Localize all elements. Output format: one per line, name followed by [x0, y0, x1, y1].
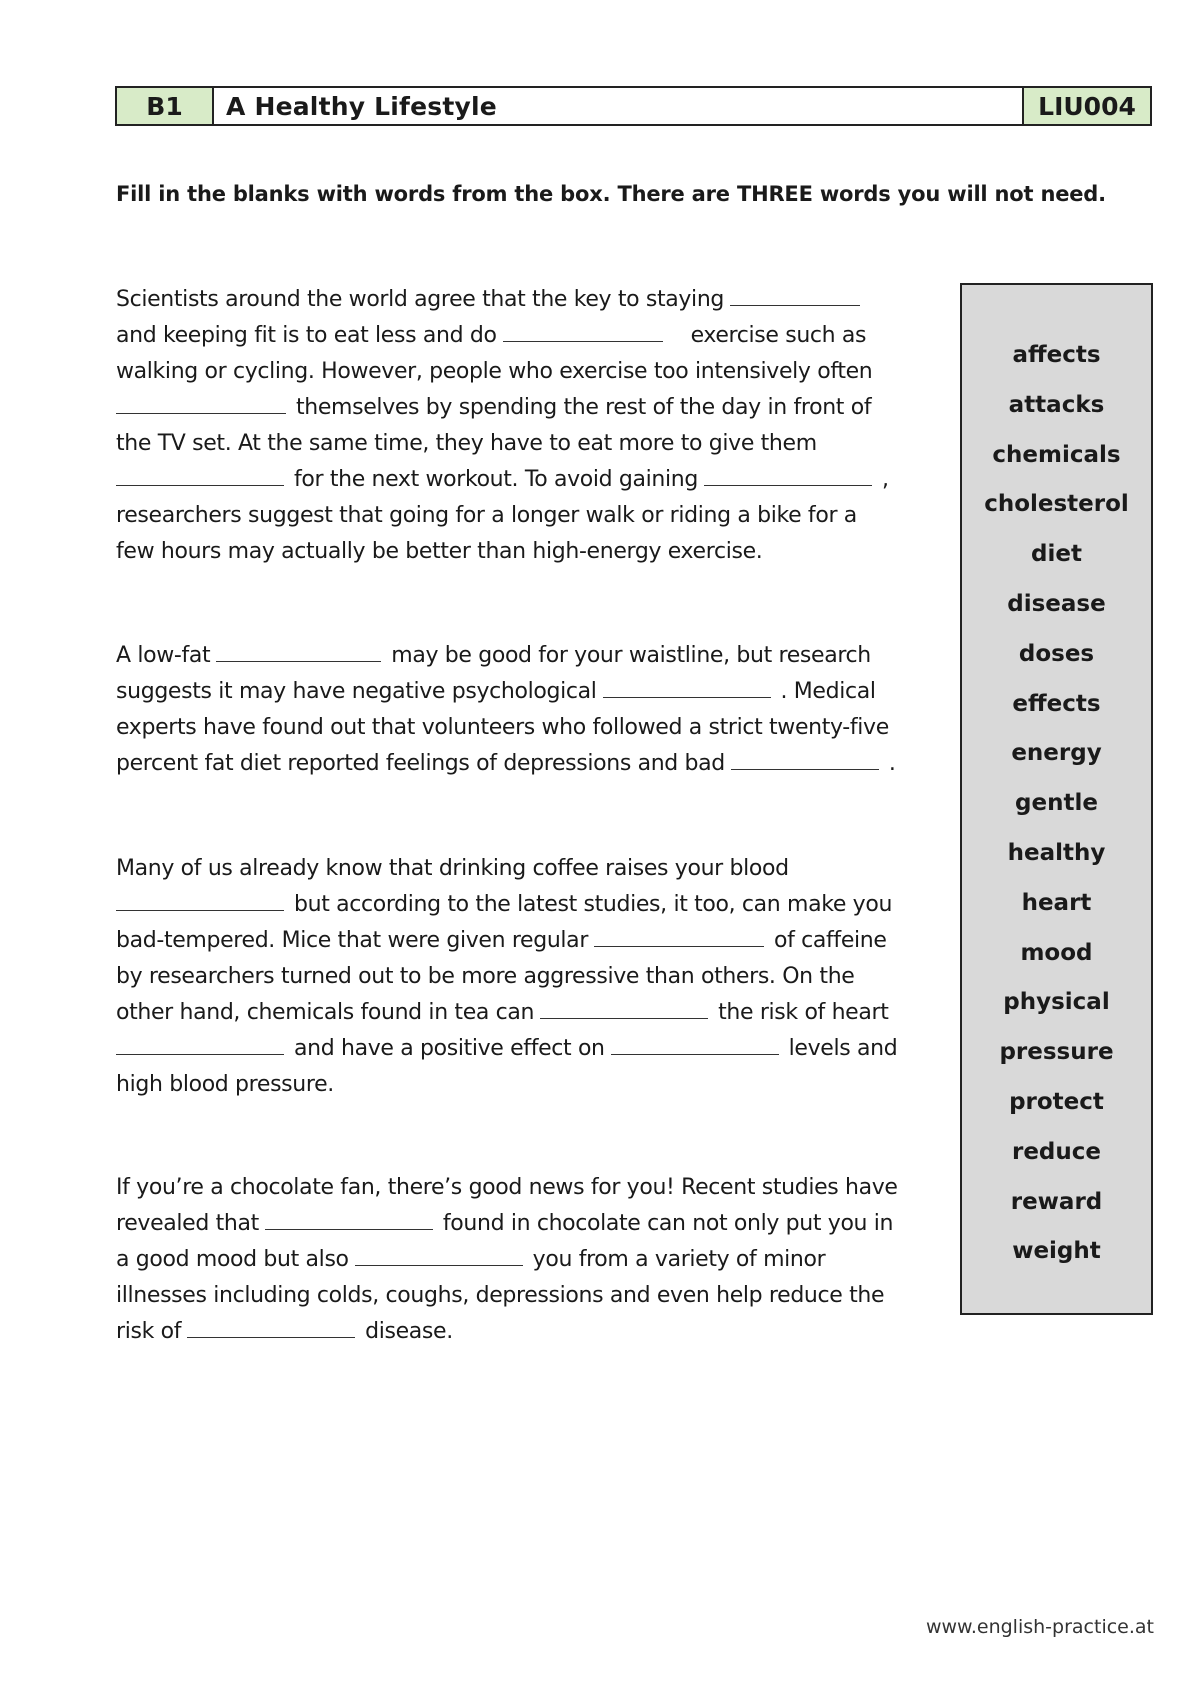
text-line: If you’re a chocolate fan, there’s good news for you! Recent studies have: [116, 1175, 898, 1200]
text-line: other hand, chemicals found in tea can: [116, 1000, 535, 1025]
word-item: reduce: [1011, 1138, 1101, 1165]
word-item: effects: [1012, 690, 1101, 717]
paragraph-4: [116, 1170, 966, 1350]
text-line: by researchers turned out to be more aggressive than others. On the: [116, 964, 855, 989]
blank[interactable]: [116, 1034, 284, 1055]
blank[interactable]: [187, 1317, 355, 1338]
word-item: energy: [1011, 740, 1102, 767]
text-line: suggests it may have negative psychological: [116, 679, 597, 704]
word-box: [960, 283, 1153, 1315]
word-item: disease: [1007, 590, 1106, 617]
paragraph-1: [116, 282, 966, 570]
text-line: bad-tempered. Mice that were given regular: [116, 928, 589, 953]
blank[interactable]: [540, 998, 708, 1019]
text-line: A low-fat: [116, 643, 211, 668]
worksheet-header: [115, 86, 1152, 126]
text-line: levels and: [788, 1036, 898, 1061]
text-line: illnesses including colds, coughs, depressions and even help reduce the: [116, 1283, 885, 1308]
blank[interactable]: [704, 465, 872, 486]
text-line: . Medical: [780, 679, 876, 704]
text-line: you from a variety of minor: [532, 1247, 826, 1272]
word-item: protect: [1009, 1088, 1104, 1115]
blank[interactable]: [730, 285, 860, 306]
text-line: revealed that: [116, 1211, 259, 1236]
word-item: doses: [1018, 640, 1095, 667]
word-item: cholesterol: [984, 491, 1129, 518]
text-line: high blood pressure.: [116, 1072, 334, 1097]
word-item: pressure: [999, 1039, 1114, 1066]
blank[interactable]: [594, 926, 764, 947]
word-item: diet: [1031, 541, 1082, 568]
text-line: researchers suggest that going for a longer walk or riding a bike for a: [116, 503, 857, 528]
instructions: Fill in the blanks with words from the box. There are THREE words you will not need.: [116, 182, 1106, 206]
blank[interactable]: [503, 321, 663, 342]
word-item: affects: [1012, 342, 1101, 368]
text-line: a good mood but also: [116, 1247, 349, 1272]
blank[interactable]: [611, 1034, 779, 1055]
text-line: of caffeine: [774, 928, 887, 953]
word-item: mood: [1020, 939, 1093, 966]
text-line: percent fat diet reported feelings of depressions and bad: [116, 751, 725, 776]
word-item: chemicals: [992, 441, 1121, 468]
text-line: experts have found out that volunteers who followed a strict twenty-five: [116, 715, 889, 740]
blank[interactable]: [116, 393, 286, 414]
blank[interactable]: [116, 890, 284, 911]
word-item: gentle: [1015, 790, 1098, 817]
text-line: .: [888, 751, 896, 776]
blank[interactable]: [731, 749, 879, 770]
text-line: the TV set. At the same time, they have to eat more to give them: [116, 431, 817, 456]
text-line: risk of: [116, 1319, 182, 1344]
text-line: may be good for your waistline, but research: [391, 643, 871, 668]
text-line: disease.: [365, 1319, 453, 1344]
word-item: physical: [1003, 989, 1110, 1016]
text-line: and keeping fit is to eat less and do: [116, 323, 497, 348]
text-line: found in chocolate can not only put you in: [442, 1211, 894, 1236]
blank[interactable]: [265, 1209, 433, 1230]
blank[interactable]: [116, 465, 284, 486]
word-item: healthy: [1007, 839, 1106, 866]
text-line: walking or cycling. However, people who exercise too intensively often: [116, 359, 873, 384]
text-line: the risk of heart: [718, 1000, 889, 1025]
text-line: for the next workout. To avoid gaining: [294, 467, 698, 492]
worksheet-title: A Healthy Lifestyle: [226, 91, 497, 121]
text-line: Scientists around the world agree that the key to staying: [116, 287, 725, 312]
paragraph-2: [116, 638, 966, 782]
text-line: themselves by spending the rest of the day in front of: [296, 395, 872, 420]
text-line: Many of us already know that drinking coffee raises your blood: [116, 856, 789, 881]
level-badge: B1: [117, 88, 214, 124]
worksheet-code: LIU004: [1022, 88, 1150, 124]
paragraph-3: [116, 851, 966, 1103]
word-item: weight: [1012, 1238, 1101, 1265]
text-line: ,: [881, 467, 889, 492]
text-line: and have a positive effect on: [294, 1036, 605, 1061]
text-line: few hours may actually be better than high-energy exercise.: [116, 539, 763, 564]
word-item: reward: [1010, 1188, 1103, 1215]
blank[interactable]: [603, 677, 771, 698]
text-line: but according to the latest studies, it too, can make you: [294, 892, 893, 917]
word-item: heart: [1021, 889, 1092, 916]
word-item: attacks: [1008, 391, 1105, 418]
blank[interactable]: [216, 641, 381, 662]
text-line: exercise such as: [690, 323, 867, 348]
footer-url: www.english-practice.at: [925, 1616, 1154, 1638]
blank[interactable]: [355, 1245, 523, 1266]
